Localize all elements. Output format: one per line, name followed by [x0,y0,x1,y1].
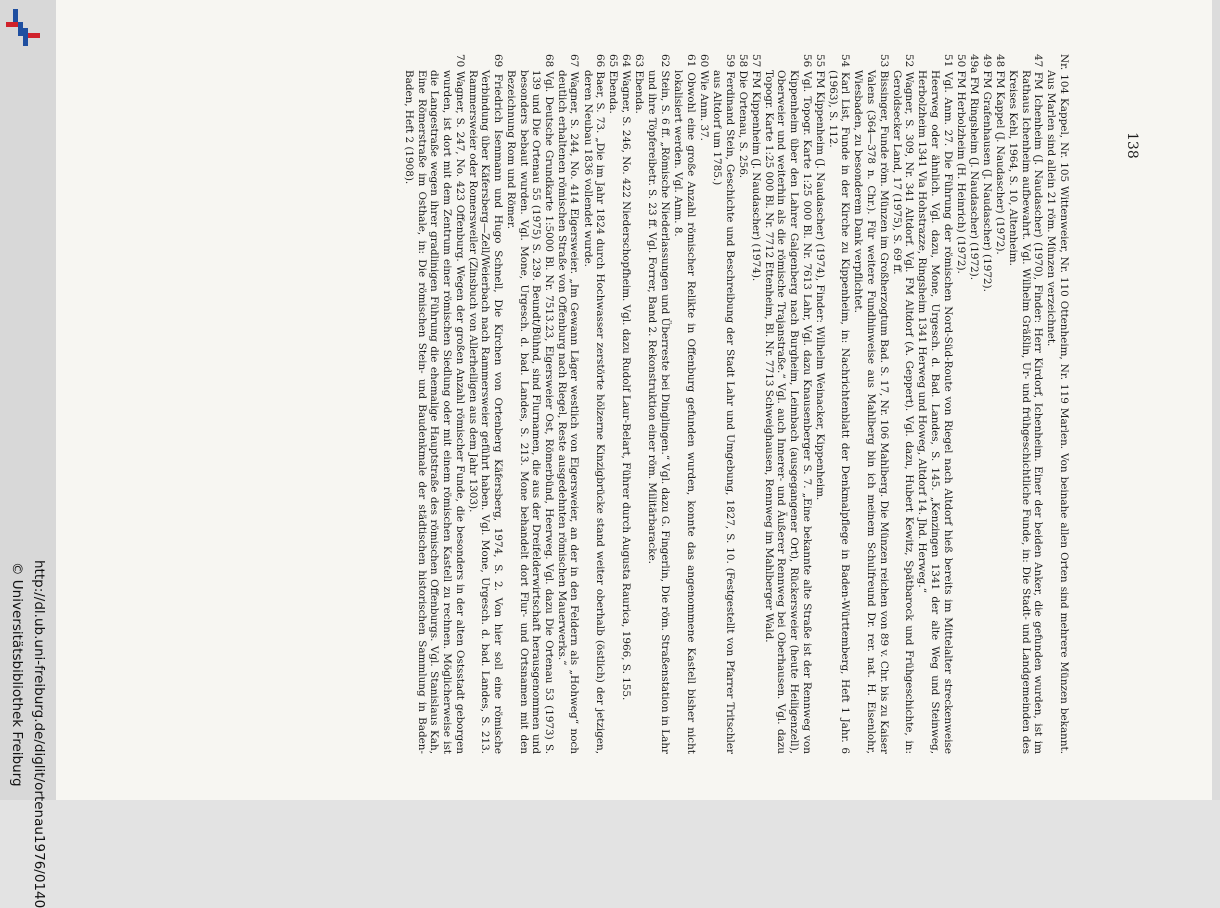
footnote: 63 Ebenda. [633,54,646,114]
footnote: 60 Wie Anm. 37. [697,54,710,141]
footnote: 66 Baer, S. 73. „Die im Jahr 1824 durch Hochwasser zerstörte hölzerne Kinzigbrücke stand weiter oberhalb (östlich) der jetzigen, deren Neubau 1836 vollendet wurde. [581,54,607,754]
footnote: 55 FM Kippenheim (J. Naudascher) (1974), Finder: Wilhelm Weinacker, Kippenheim. [813,54,826,501]
viewer-sidebar [0,0,56,908]
footnote: 67 Wagner, S. 244, No. 414 Elgersweier. „Im Gewann Läger westlich von Elgersweier, an der in den Feldern als „Hohweg“ noch deutlich erhaltenen römischen Straße von Offenburg nach Riegel, Reste ausgedehnten römischen Mauerwerks.“ [555,54,581,754]
footnote: 54 Karl List, Funde in der Kirche zu Kippenheim, in: Nachrichtenblatt der Denkmalpflege in Baden-Württemberg, Heft 1 Jahr. 6 (1963), S. 112. [826,54,852,754]
footnote: 56 Vgl. Topogr. Karte 1:25 000 Bl. Nr. 7613 Lahr, Vgl. dazu Knausenberger S. 7. „Eine bekannte alte Straße ist der Rennweg von Kippenheim über den Lahrer Galgenberg nach Burgheim, Leimbach (ausgegangener Ort), Rückersweier (heute Heiligenzell), Oberweier und weiterhin als die römische Trajanstraße.“ Vgl. auch Innerer- und Äußerer Rennweg bei Oberhausen. Vgl. dazu Topogr. Karte 1:25 000 Bl. Nr. 7712 Ettenheim, Bl. Nr. 7713 Schweighausen, Rennweg im Mahlberger Wald. [762,54,813,754]
copyright-notice: © Universitätsbibliothek Freiburg [9,562,25,787]
footnote: 53 Bissinger, Funde röm. Münzen im Großherzogtum Bad. S. 17, Nr. 106 Mahlberg. Die Münzen reichen von 89 v. Chr. bis zu Kaiser Valens (364—378 n. Chr.). Für weitere Fundhinweise aus Mahlberg bin ich meinem Schulfreund Dr. rer. nat. H. Eisenlohr, Wiesbaden, zu besonderem Dank verpflichtet. [852,54,890,754]
source-url-link[interactable]: http://dl.ub.uni-freiburg.de/diglit/ortenau1976/0140 [31,560,47,908]
scanned-page [56,0,1220,800]
footnote: 50 FM Herbolzheim (H. Heinrich) (1972). [954,54,967,274]
footnote: 48 FM Kappel (J. Naudascher) (1972). [994,54,1007,255]
footnote: 51 Vgl. Anm. 27. Die Führung der römischen Nord-Süd-Route von Riegel nach Altdorf hieß bereits im Mittelalter streckenweise Heerweg oder ähnlich. Vgl. dazu, Mone, Urgesch. d. Bad. Landes, S. 145. „Kenzingen 1341 der alte Weg und Steinweg, Herbolzheim 1341 Via Hohstrazze, Ringsheim 1341 Herweg und Howeg, Altdorf 14. Jhd. Herweg.“ [916,54,954,754]
footnote: 68 Vgl. Deutsche Grundkarte 1:5000 Bl. Nr. 7513.23, Elgersweier Ost, Römerbünd, Heerweg. Vgl. dazu Die Ortenau 53 (1973) S. 139 und Die Ortenau 55 (1975) S. 239. Beundt/Bühnd, sind Flurnamen, die aus der Dreifelderwirtschaft herausgenommen und besonders bebaut wurden. Vgl. Mone, Urgesch. d. bad. Landes, S. 213. Mone behandelt dort Flur- und Ortsnamen mit den Bezeichnung Rom und Römer. [504,54,555,754]
footnote: 65 Ebenda. [607,54,620,114]
page-edge [1212,0,1220,800]
footnote: 70 Wagner, S. 247, No. 423 Offenburg. Wegen der großen Anzahl römischer Funde, die besonders in der alten Ostsstadt geborgen wurden, ist dort mit dem Zentrum einer römischen Siedlung oder mit einem römischen Kastell zu rechnen. Möglicherweise ist die Langestraße wegen ihrer gradlinigen Führung die ehemalige Hauptstraße des römischen Offenburgs. Vgl. Stanislaus Kah, Eine Römerstraße im Osthale, in: Die römischen Stein- und Baudenkmale der städtischen historischen Sammlung in Baden-Baden, Heft 2 (1908). [403,54,466,754]
footnote: 59 Ferdinand Stein, Geschichte und Beschreibung der Stadt Lahr und Umgebung, 1827, S. 10. (Festgestellt von Pfarrer Tritschler aus Altdorf um 1785.) [710,54,736,754]
page-number: 138 [1124,132,1140,159]
footnote: 62 Stein, S. 6 ff. „Römische Niederlassungen und Überreste bei Dinglingen.“ Vgl. dazu G. Fingerlin, Die röm. Straßenstation in Lahr und ihre Töpfereibetr. S. 23 ff. Vgl. Forrer, Band 2. Rekonstruktion einer röm. Militärbaracke. [646,54,672,754]
footnote: 47 FM Ichenheim (J. Naudascher) (1970), Finder: Herr Kirdorf, Ichenheim. Einer der beiden Anker, die gefunden wurden, ist im Rathaus Ichenheim aufbewahrt. Vgl. Wilhelm Gräßlin, Ur- und frühgeschichtliche Funde, in: Die Stadt- und Landgemeinden des Kreises Kehl, 1964, S. 10, Altenheim. [1007,54,1045,754]
footnote: 49 FM Grafenhausen (J. Naudascher) (1972). [980,54,993,292]
footnote: 69 Friedrich Isenmann und Hugo Schnell, Die Kirchen von Ortenberg Käfersberg, 1974, S. 2. Von hier soll eine römische Verbindung über Käfersberg—Zell/Weierbach nach Rammersweier geführt haben. Vgl. Mone, Urgesch. d. bad. Landes, S. 213. Rammersweier oder Romersweiler (Zinsbuch von Allerheiligen aus dem Jahr 1303). [466,54,504,754]
footnotes-block [190,54,1070,754]
footnote: Nr. 104 Kappel, Nr. 105 Wittenweier, Nr. 110 Ottenheim, Nr. 119 Marlen. Von beinahe allen Orten sind mehrere Münzen bekannt. Aus Marlen sind allein 21 röm. Münzen verzeichnet. [1045,54,1070,754]
footnote: 49a FM Ringsheim (J. Naudascher) (1972). [967,54,980,281]
footnote: 58 Die Ortenau, S. 256. [736,54,749,179]
footnote: 52 Wagner, S. 309, Nr. 341 Altdorf. Vgl. FM Altdorf (A. Geppert). Vgl. dazu, Hubert Kewitz, Spätbarock und Frühgeschichte, in: Geroldsecker Land, 17 (1975), S. 69 ff. [890,54,916,754]
footnote: 64 Wagner, S. 246, No. 422 Niederschopfheim. Vgl. dazu Rudolf Laur-Belart, Führer durch Augusta Raurica, 1966, S. 155. [620,54,633,701]
footnote: 61 Obwohl eine große Anzahl römischer Relikte in Offenburg gefunden wurden, konnte das angenommene Kastell bisher nicht lokalisiert werden. Vgl. Anm. 8. [672,54,697,754]
footnote: 57 FM Kippenheim (J. Naudascher) (1974). [749,54,762,282]
